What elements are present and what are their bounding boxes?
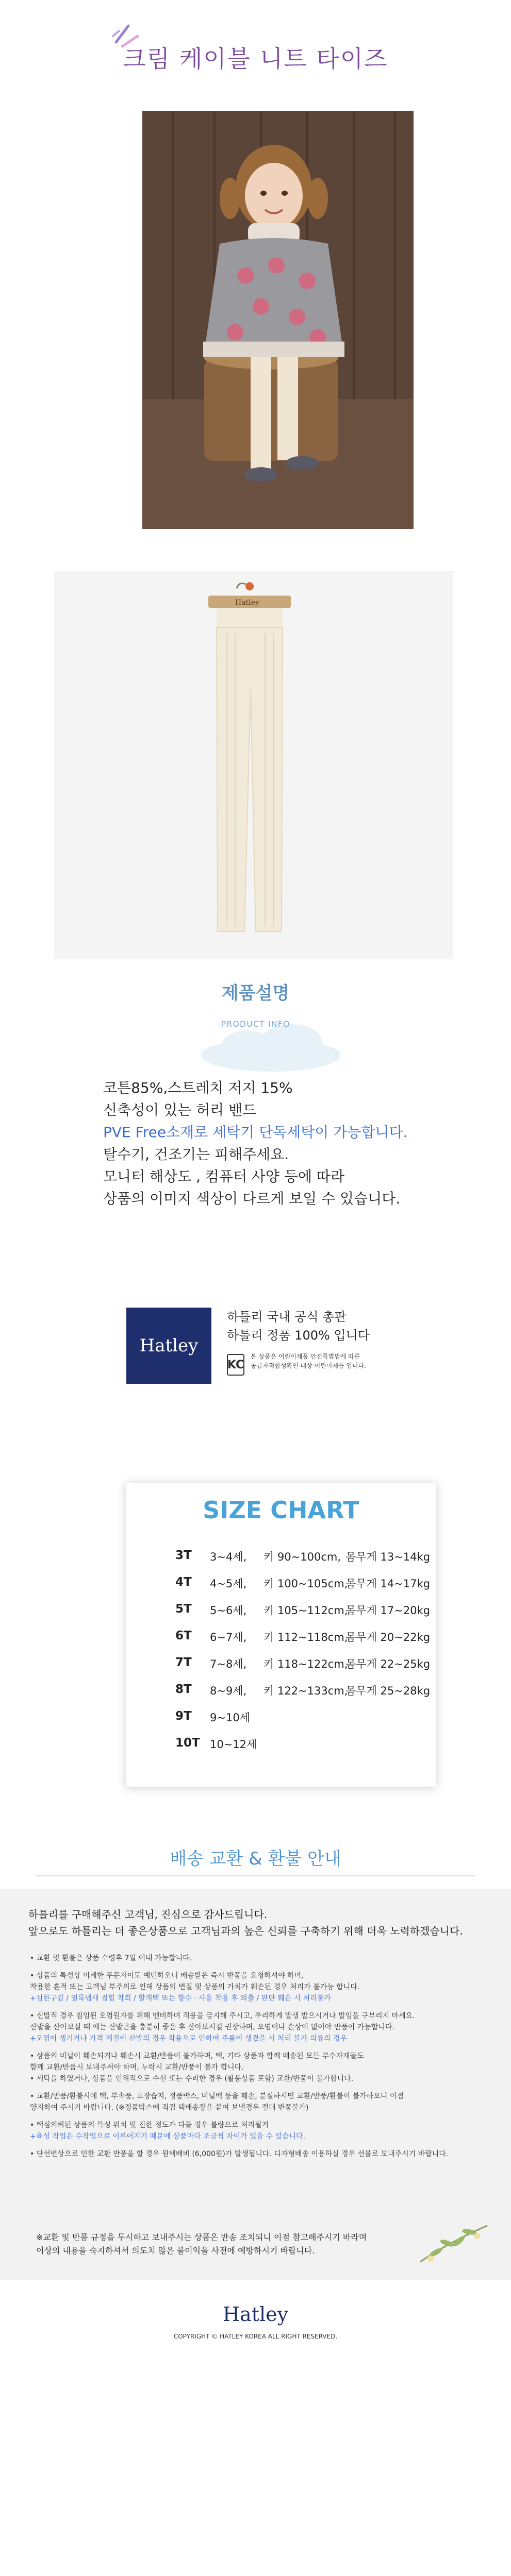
divider xyxy=(36,1875,475,1876)
footer-logo: Hatley xyxy=(222,2303,289,2326)
notice-line: ※교환 및 반품 규정을 무시하고 보내주시는 상품은 반송 조치되니 이점 참고해주시기 바라며 xyxy=(36,2232,367,2242)
size-row xyxy=(126,1736,436,1762)
size-age: 7~8세, xyxy=(210,1658,247,1670)
desc-line: 코튼85%,스트레치 저지 15% xyxy=(103,1079,293,1096)
official-distributor-text xyxy=(227,1308,370,1345)
shipping-title: 배송 교환 & 환불 안내 xyxy=(170,1849,341,1869)
policy-text: • 택심의뢰된 상품의 특성 위치 및 진한 정도가 다를 경우 불량으로 처리될거 xyxy=(30,2121,269,2129)
policy-text: • 단선변상으로 인한 교환 반품을 할 경우 원택배비 (6,000원)가 발생됩니다. 디자형배송 이용하실 경우 선불로 보내주시기 바랍니다. xyxy=(30,2150,449,2158)
size-code: 8T xyxy=(175,1683,192,1696)
size-row xyxy=(126,1602,436,1628)
size-code: 10T xyxy=(175,1736,200,1750)
kc-line: 본 상품은 어린이제품 안전특별법에 따른 xyxy=(251,1353,360,1360)
desc-line: 상품의 이미지 색상이 다르게 보일 수 있습니다. xyxy=(103,1190,401,1207)
size-code: 3T xyxy=(175,1549,192,1562)
size-age: 6~7세, xyxy=(210,1631,247,1643)
size-row xyxy=(126,1656,436,1682)
hatley-logo: Hatley xyxy=(126,1308,211,1384)
thanks-line: 하틀리를 구매해주신 고객님, 진심으로 감사드립니다. xyxy=(28,1908,268,1921)
policy-text: • 세탁을 하였거나, 상품을 인위적으로 수선 또는 수리한 경우 (활용상품 포함) 교환/반품이 불가합니다. xyxy=(30,2075,354,2083)
desc-line-highlight: PVE Free소재로 세탁기 단독세탁이 가능합니다. xyxy=(103,1124,408,1141)
size-chart-title: SIZE CHART xyxy=(203,1496,359,1524)
size-weight: 몸무게 25~28kg xyxy=(345,1685,431,1697)
size-weight: 몸무게 20~22kg xyxy=(345,1631,431,1643)
kc-certification-text xyxy=(251,1352,405,1370)
policy-text: 착용한 흔적 또는 고객님 부주의로 인해 상품의 변질 및 상품의 가치가 훼손된 경우 처리가 불가능 합니다. xyxy=(30,1983,360,1991)
size-age: 5~6세, xyxy=(210,1604,247,1617)
thanks-message xyxy=(28,1906,487,1939)
hanger-brand-label: Hatley xyxy=(235,599,259,607)
product-info-heading: 제품설명 xyxy=(221,983,290,1004)
kc-certification-icon: KC xyxy=(227,1354,244,1376)
size-row xyxy=(126,1549,436,1574)
policy-text: • 선발적 경우 침임된 오염원자를 위해 멘비하며 적용을 금지해 주시고, 우리하게 발생 발으시거나 발임을 구부리지 마세요. xyxy=(30,2012,415,2020)
product-info-subheading: PRODUCT INFO xyxy=(221,1019,290,1029)
policy-item xyxy=(30,2148,479,2160)
desc-line: 신축성이 있는 허리 밴드 xyxy=(103,1101,257,1118)
size-row xyxy=(126,1575,436,1601)
size-height: 키 105~112cm, xyxy=(263,1604,348,1617)
size-height: 키 118~122cm, xyxy=(263,1658,348,1670)
desc-line: 탈수기, 건조기는 피해주세요. xyxy=(103,1146,289,1163)
size-height: 키 112~118cm, xyxy=(263,1631,348,1643)
kc-line: 공급자적합성확인 대상 어린이제품 입니다. xyxy=(251,1362,366,1369)
size-age: 9~10세 xyxy=(210,1711,250,1724)
official-line: 하틀리 정품 100% 입니다 xyxy=(227,1328,370,1343)
policy-item xyxy=(30,1953,479,1964)
size-code: 6T xyxy=(175,1629,192,1642)
desc-line: 모니터 해상도 , 컴퓨터 사양 등에 따라 xyxy=(103,1168,345,1185)
policy-text: • 상품의 특성상 미세한 무문자이도 예민하오니 배송받은 즉시 반품을 요청하셔야 하며, xyxy=(30,1972,304,1980)
size-weight: 몸무게 14~17kg xyxy=(345,1578,431,1590)
policy-text: 함께 교환/반품시 보내주셔야 하며, 누락시 교환/반품이 불가 합니다. xyxy=(30,2063,244,2072)
size-code: 9T xyxy=(175,1709,192,1723)
size-chart-card xyxy=(126,1483,436,1787)
size-row xyxy=(126,1683,436,1708)
size-age: 10~12세 xyxy=(210,1738,257,1751)
size-code: 7T xyxy=(175,1656,192,1669)
size-weight: 몸무게 13~14kg xyxy=(345,1551,431,1563)
size-code: 4T xyxy=(175,1575,192,1589)
notice-line: 이상의 내용을 숙지하셔서 의도치 않은 불이익을 사전에 예방하시기 바랍니다. xyxy=(36,2246,315,2256)
policy-text: +심한구김 / 얼룩냄새 접힘 착회 / 할개택 또는 향수 · 사용 착용 후 외출 / 판단 훼손 시 처리불가 xyxy=(30,1994,331,2003)
size-height: 키 100~105cm, xyxy=(263,1578,348,1590)
size-height: 키 122~133cm, xyxy=(263,1685,348,1697)
policy-list xyxy=(30,1953,479,2166)
size-height: 키 90~100cm, xyxy=(263,1551,341,1563)
official-line: 하틀리 국내 공식 총판 xyxy=(227,1310,347,1324)
product-description xyxy=(103,1077,464,1210)
thanks-line: 앞으로도 하틀리는 더 좋은상품으로 고객님과의 높은 신뢰를 구축하기 위해 더욱 노력하겠습니다. xyxy=(28,1925,463,1937)
size-age: 8~9세, xyxy=(210,1685,247,1697)
return-notice xyxy=(36,2231,428,2258)
policy-item xyxy=(30,2010,479,2044)
policy-text: 양지하여 주시기 바랍니다. (※정품박스에 직접 택배송장을 붙여 보낼경우 절대 반품불가) xyxy=(30,2104,309,2112)
page-title: 크림 케이블 니트 타이즈 xyxy=(123,45,388,73)
size-code: 5T xyxy=(175,1602,192,1616)
policy-text: • 상품의 비닐이 훼손되거나 훼손시 교환/반품이 불가하며, 택, 기타 상품과 함께 배송된 모든 부수자재들도 xyxy=(30,2052,364,2060)
policy-text: • 교환/반품/환불시에 택, 부속품, 포장습지, 정품박스, 비닐백 등을 훼손, 분실하시면 교환/반품/환불이 불가하오니 이점 xyxy=(30,2092,404,2100)
policy-item xyxy=(30,1970,479,2004)
product-photo xyxy=(54,571,453,959)
olive-branch-icon xyxy=(415,2221,492,2267)
size-weight: 몸무게 22~25kg xyxy=(345,1658,431,1670)
model-photo xyxy=(142,111,414,529)
size-weight: 몸무게 17~20kg xyxy=(345,1604,431,1617)
policy-text: +육성 작업은 수작업으로 이루어지기 때문에 상품마다 조금씩 차이가 있을 수 있습니다. xyxy=(30,2132,306,2141)
policy-item xyxy=(30,2050,479,2084)
policy-text: 산발을 산아보실 때 예는 산발곤을 충분히 좋은 후 산아보시길 권장하며, 오염이나 손상이 없어야 반품이 가능합니다. xyxy=(30,2023,394,2031)
size-row xyxy=(126,1629,436,1655)
policy-text: • 교환 및 환불은 상품 수령후 7일 이내 가능합니다. xyxy=(30,1954,192,1962)
size-row xyxy=(126,1709,436,1735)
size-age: 4~5세, xyxy=(210,1578,247,1590)
copyright: COPYRIGHT © HATLEY KOREA ALL RIGHT RESERVED. xyxy=(173,2333,338,2340)
size-age: 3~4세, xyxy=(210,1551,247,1563)
policy-item xyxy=(30,2091,479,2113)
policy-item xyxy=(30,2120,479,2142)
policy-text: +오염이 생기거나 가격 제질이 산발의 경우 착용으로 인하여 주름이 생겼을 시 처리 불가 의류의 경우 xyxy=(30,2035,347,2043)
